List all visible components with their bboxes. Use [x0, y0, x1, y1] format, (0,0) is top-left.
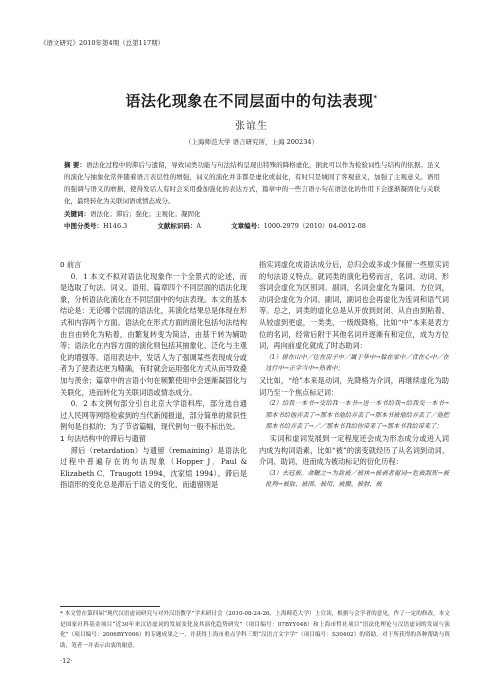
- abstract-text: 语法化过程中的滞后与遗留，导致词类功能与句法结构呈现出特殊的降格虚化，据此可以作为检验词性与结构的依据。虽义的演化与抽象化常伴随着语言表层性的增强，词义的演化并非都是虚化或弱化，有时只是城间了客观意义，加强了主观意义。语用的强调与语义的磨损，使得发话人有时会采用叠加强化的表达方式，篇章中的一些言语小句在语法化的作用下会逐渐凝固化与关联化，最终转化为关联词语或情态成分。: [64, 161, 441, 205]
- paragraph: 滞后（retardation）与遗留（remaining）是语法化过程中普遍存在的句法现象（Hopper J．Paul & Elizabeth C．Traugott 1994，沈家煊 1994）。滞后是指语形的变化总是滞后于语义的变化，而遗留则是: [60, 445, 247, 490]
- doc-value: A: [196, 222, 202, 230]
- example-sentence: （2）给我一本书→交给我一本书→送一本书给我→给我交一本书→那本书给他弄丢了→那本书他给弄丢了→那本书被他给弄丢了／他把那本书给弄丢了→／／那本书我给你带来了→那本书我给带来了；: [265, 400, 449, 431]
- section-heading: 1 句法结构中的滞后与遗留: [60, 433, 146, 443]
- body-column-left: [60, 259, 247, 491]
- paragraph: 0．1 本文不拟对语法化现象作一个全景式的论述，而是选取了句法、词义、语用、篇章四个不同层面的语法化现象，分析语法化演化在不同层面中的句法表现。本文的基本结论是：无论哪个层面的语法化，其演化结果总是体现在形式和内容两个方面。语法化在形式方面的演化包括句法结构由自由转化为粘着，由繁复转变为简洁，由基干转为辅助等；语法化在内容方面的演化则包括其抽象化、泛化与主观化的增强等。语用表达中，发话人为了强调某些表现成分或者为了使表达更为精确，有时就会运用强化方式从而导致叠加与羡余；篇章中的言语小句在频繁使用中会逐渐凝固化与关联化，进而转化为关联词语或情态成分。: [60, 271, 247, 397]
- paragraph: 指实词虚化成语法成分后，总归会或多或少保留一些原实词的句法语义特点。就词类的演化趋势而言，名词、动词、形容词会虚化为区别词、副词，名词会虚化为量词、方位词，动词会虚化为介词、副词，副词也会再虚化为连词和语气词等。总之，词类的虚化总是从开放到封闭、从自由到粘着、从较虚到更虚，一类类、一级级降格，比如“中”本来是表方位的名词，经常后附于其他名词并逐渐有和定位，成为方位词，再向前虚化就成了时态助词：: [259, 260, 449, 351]
- doc-code: [157, 222, 201, 230]
- keywords: [64, 209, 201, 218]
- author-name: 张谊生: [235, 121, 268, 132]
- article-title: [0, 90, 503, 111]
- paragraph: 实词和虚词发展到一定程度还会成为形态成分或进入词内成为构词语素，比如“被”的演变就经历了从名词到动词、介词、助词，进而成为被动标记的衍化历程：: [259, 433, 449, 467]
- clc-value: H146.3: [103, 222, 128, 230]
- example-sentence: （1）居在山中／住在房子中／属于华中→躲在家中／背在心中／在这行中→正学当中→热表中；: [265, 353, 449, 373]
- keywords-text: 语法化；滞后；强化；主观化；凝固化: [90, 210, 201, 218]
- paragraph: 0．2 本文例句部分引自北京大学语料库，部分选自通过人民网等网络检索到的当代新闻报道，部分简单的常识性例句是自拟的；为了节省篇幅，现代例句一般不标出处。: [60, 399, 247, 432]
- section-heading: 0 前言: [60, 260, 82, 269]
- footnote-rule: [60, 606, 160, 607]
- id-value: 1000-2979（2010）04-0012-08: [263, 222, 366, 230]
- title-text: 语法化现象在不同层面中的句法表现: [125, 92, 374, 110]
- example-sentence: （3）去冠被，命鞭之→为敌被／被执→被剥者留词→危被刮死→被批判→被取、被围、被用、被撤、被射、被: [265, 469, 449, 489]
- abstract: [64, 159, 440, 207]
- body-column-right: [259, 259, 449, 491]
- clc-code: [64, 222, 127, 230]
- clc-label: 中图分类号：: [64, 222, 103, 230]
- abstract-label: 摘 要：: [64, 161, 86, 169]
- author-affiliation: （上海师范大学 语言研究所，上海 200234）: [185, 138, 318, 146]
- journal-header: 《语文研究》2010年第4期（总第117期）: [40, 39, 165, 47]
- id-label: 文章编号：: [231, 222, 264, 230]
- doc-label: 文献标识码：: [157, 222, 197, 230]
- page-number: ·12·: [60, 657, 73, 665]
- classification-line: [64, 221, 444, 230]
- footnote: * 本文曾在第四届“现代汉语虚词研究与对外汉语教学”学术研讨会（2010-08-24-26，上海师范大学）上宣读，根据与会学者的意见，作了一定的修改。本文是国家社科基金项目“近30年来汉语虚词的发展变化及其演化趋势研究”（项目编号：07BYY048）和上海市哲社项目“语法化理论与汉语虚词的发展与演化”（项目编号：2006BYY006）的专题成果之一，并获得上海市重点学科三期“汉语言文字学”（项目编号：S30402）的资助。对于所获得的各种帮助与资助，笔者一并表示由衷的谢意。: [60, 611, 450, 649]
- article-id: [231, 222, 366, 230]
- title-footnote-mark: *: [373, 94, 378, 102]
- keywords-label: 关键词：: [64, 210, 90, 218]
- paragraph: 又比如，“给”本来是动词，先降格为介词，再继续虚化为助词乃至一个焦点标记词：: [259, 375, 449, 397]
